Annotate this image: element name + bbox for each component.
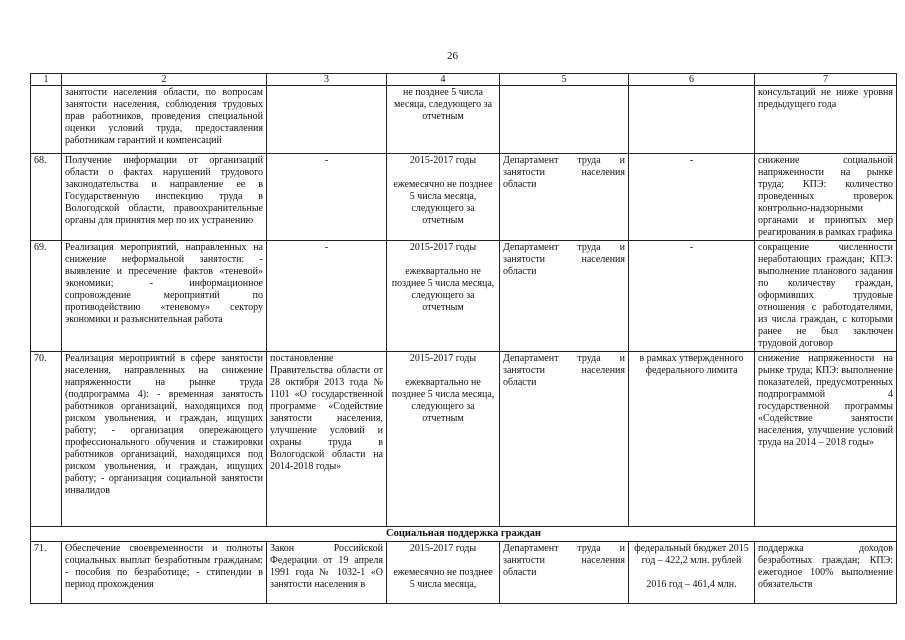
period: 2015-2017 годы — [409, 242, 477, 253]
table-row-70 — [31, 352, 897, 527]
funding — [629, 86, 755, 154]
column-numbers-row — [31, 74, 897, 86]
col-num-3: 3 — [267, 74, 387, 86]
legal-basis — [267, 86, 387, 154]
legal-basis: постановление Правительства области от 28 октября 2013 года № 1101 «О государственной программе «Содействие занятости населения, улучшение условий и охраны труда в Вологодской области на 2014-2018 годы» — [267, 352, 387, 527]
table-row-69 — [31, 241, 897, 352]
legal-basis: - — [267, 154, 387, 241]
funding-cell — [629, 542, 755, 604]
responsible — [500, 86, 629, 154]
result-text: снижение напряженности на рынке труда; КПЭ: выполнение показателей, предусмотренных подпрограммой 4 государственной программы «Содействие занятости населения, улучшение условий труда на 2014 – 2018 годы» — [755, 352, 897, 527]
funding: - — [629, 154, 755, 241]
deadline-cell — [387, 241, 500, 352]
deadline-cell — [387, 352, 500, 527]
section-title: Социальная поддержка граждан — [31, 527, 897, 542]
funding-2016: 2016 год – 461,4 млн. — [646, 579, 737, 590]
col-num-6: 6 — [629, 74, 755, 86]
funding: в рамках утвержденного федерального лимита — [629, 352, 755, 527]
period: 2015-2017 годы — [409, 353, 477, 364]
period: 2015-2017 годы — [409, 155, 477, 166]
responsible: Департамент труда и занятости населения области — [500, 352, 629, 527]
row-number: 68. — [31, 154, 62, 241]
result-text: консультаций не ниже уровня предыдущего года — [755, 86, 897, 154]
result-text: снижение социальной напряженности на рынке труда; КПЭ: количество проведенных проверок контрольно-надзорными органами и принятых мер реагирования в рамках графика — [755, 154, 897, 241]
responsible: Департамент труда и занятости населения области — [500, 241, 629, 352]
deadline: ежеквартально не позднее 5 числа месяца, следующего за отчетным — [391, 377, 495, 424]
row-number: 69. — [31, 241, 62, 352]
row-number: 70. — [31, 352, 62, 527]
table-row-71 — [31, 542, 897, 604]
measures-table — [30, 73, 897, 604]
table-row-continuation — [31, 86, 897, 154]
row-number: 71. — [31, 542, 62, 604]
deadline-cell — [387, 542, 500, 604]
col-num-1: 1 — [31, 74, 62, 86]
col-num-5: 5 — [500, 74, 629, 86]
col-num-4: 4 — [387, 74, 500, 86]
measure-text: Обеспечение своевременности и полноты социальных выплат безработным гражданам: - пособия по безработице; - стипендии в период прохождения — [62, 542, 267, 604]
deadline: не позднее 5 числа месяца, следующего за отчетным — [387, 86, 500, 154]
measure-text: Получение информации от организаций области о фактах нарушений трудового законодательства и направление ее в Государственную инспекцию труда в Вологодской области, правоохранительные органы для принятия мер по их устранению — [62, 154, 267, 241]
deadline: ежемесячно не позднее 5 числа месяца, следующего за отчетным — [393, 179, 493, 226]
deadline-cell — [387, 154, 500, 241]
measure-text: занятости населения области, по вопросам занятости населения, соблюдения трудовых прав работников, проведения специальной оценки условий труда, предоставления работникам гарантий и компенсаций — [62, 86, 267, 154]
section-header-row — [31, 527, 897, 542]
result-text: сокращение численности неработающих граждан; КПЭ: выполнение планового задания по количеству граждан, оформивших трудовые отношения с работодателями, из числа граждан, с которыми ранее не был заключен трудовой договор — [755, 241, 897, 352]
table-row-68 — [31, 154, 897, 241]
funding: - — [629, 241, 755, 352]
deadline: ежеквартально не позднее 5 числа месяца, следующего за отчетным — [391, 266, 495, 313]
measure-text: Реализация мероприятий, направленных на снижение неформальной занятости: - выявление и пресечение фактов «теневой» экономики; - информационное сопровождение мероприятий по противодействию «теневому» сектору экономики и разъяснительная работа — [62, 241, 267, 352]
result-text: поддержка доходов безработных граждан; КПЭ: ежегодное 100% выполнение обязательств — [755, 542, 897, 604]
col-num-7: 7 — [755, 74, 897, 86]
col-num-2: 2 — [62, 74, 267, 86]
deadline: ежемесячно не позднее 5 числа месяца, — [393, 567, 493, 590]
responsible: Департамент труда и занятости населения области — [500, 542, 629, 604]
page-number: 26 — [447, 50, 458, 62]
legal-basis: Закон Российской Федерации от 19 апреля 1991 года № 1032-1 «О занятости населения в — [267, 542, 387, 604]
measure-text: Реализация мероприятий в сфере занятости населения, направленных на снижение напряженности на рынке труда (подпрограмма 4): - временная занятость работников организаций, находящихся под риском увольнения, и граждан, ищущих работу; - организация опережающего профессионального обучения и стажировки работников организаций, находящихся под риском увольнения, и граждан, ищущих работу; - организация социальной занятости инвалидов — [62, 352, 267, 527]
legal-basis: - — [267, 241, 387, 352]
responsible: Департамент труда и занятости населения области — [500, 154, 629, 241]
row-number — [31, 86, 62, 154]
funding: федеральный бюджет 2015 год – 422,2 млн. рублей — [634, 543, 749, 566]
period: 2015-2017 годы — [409, 543, 477, 554]
